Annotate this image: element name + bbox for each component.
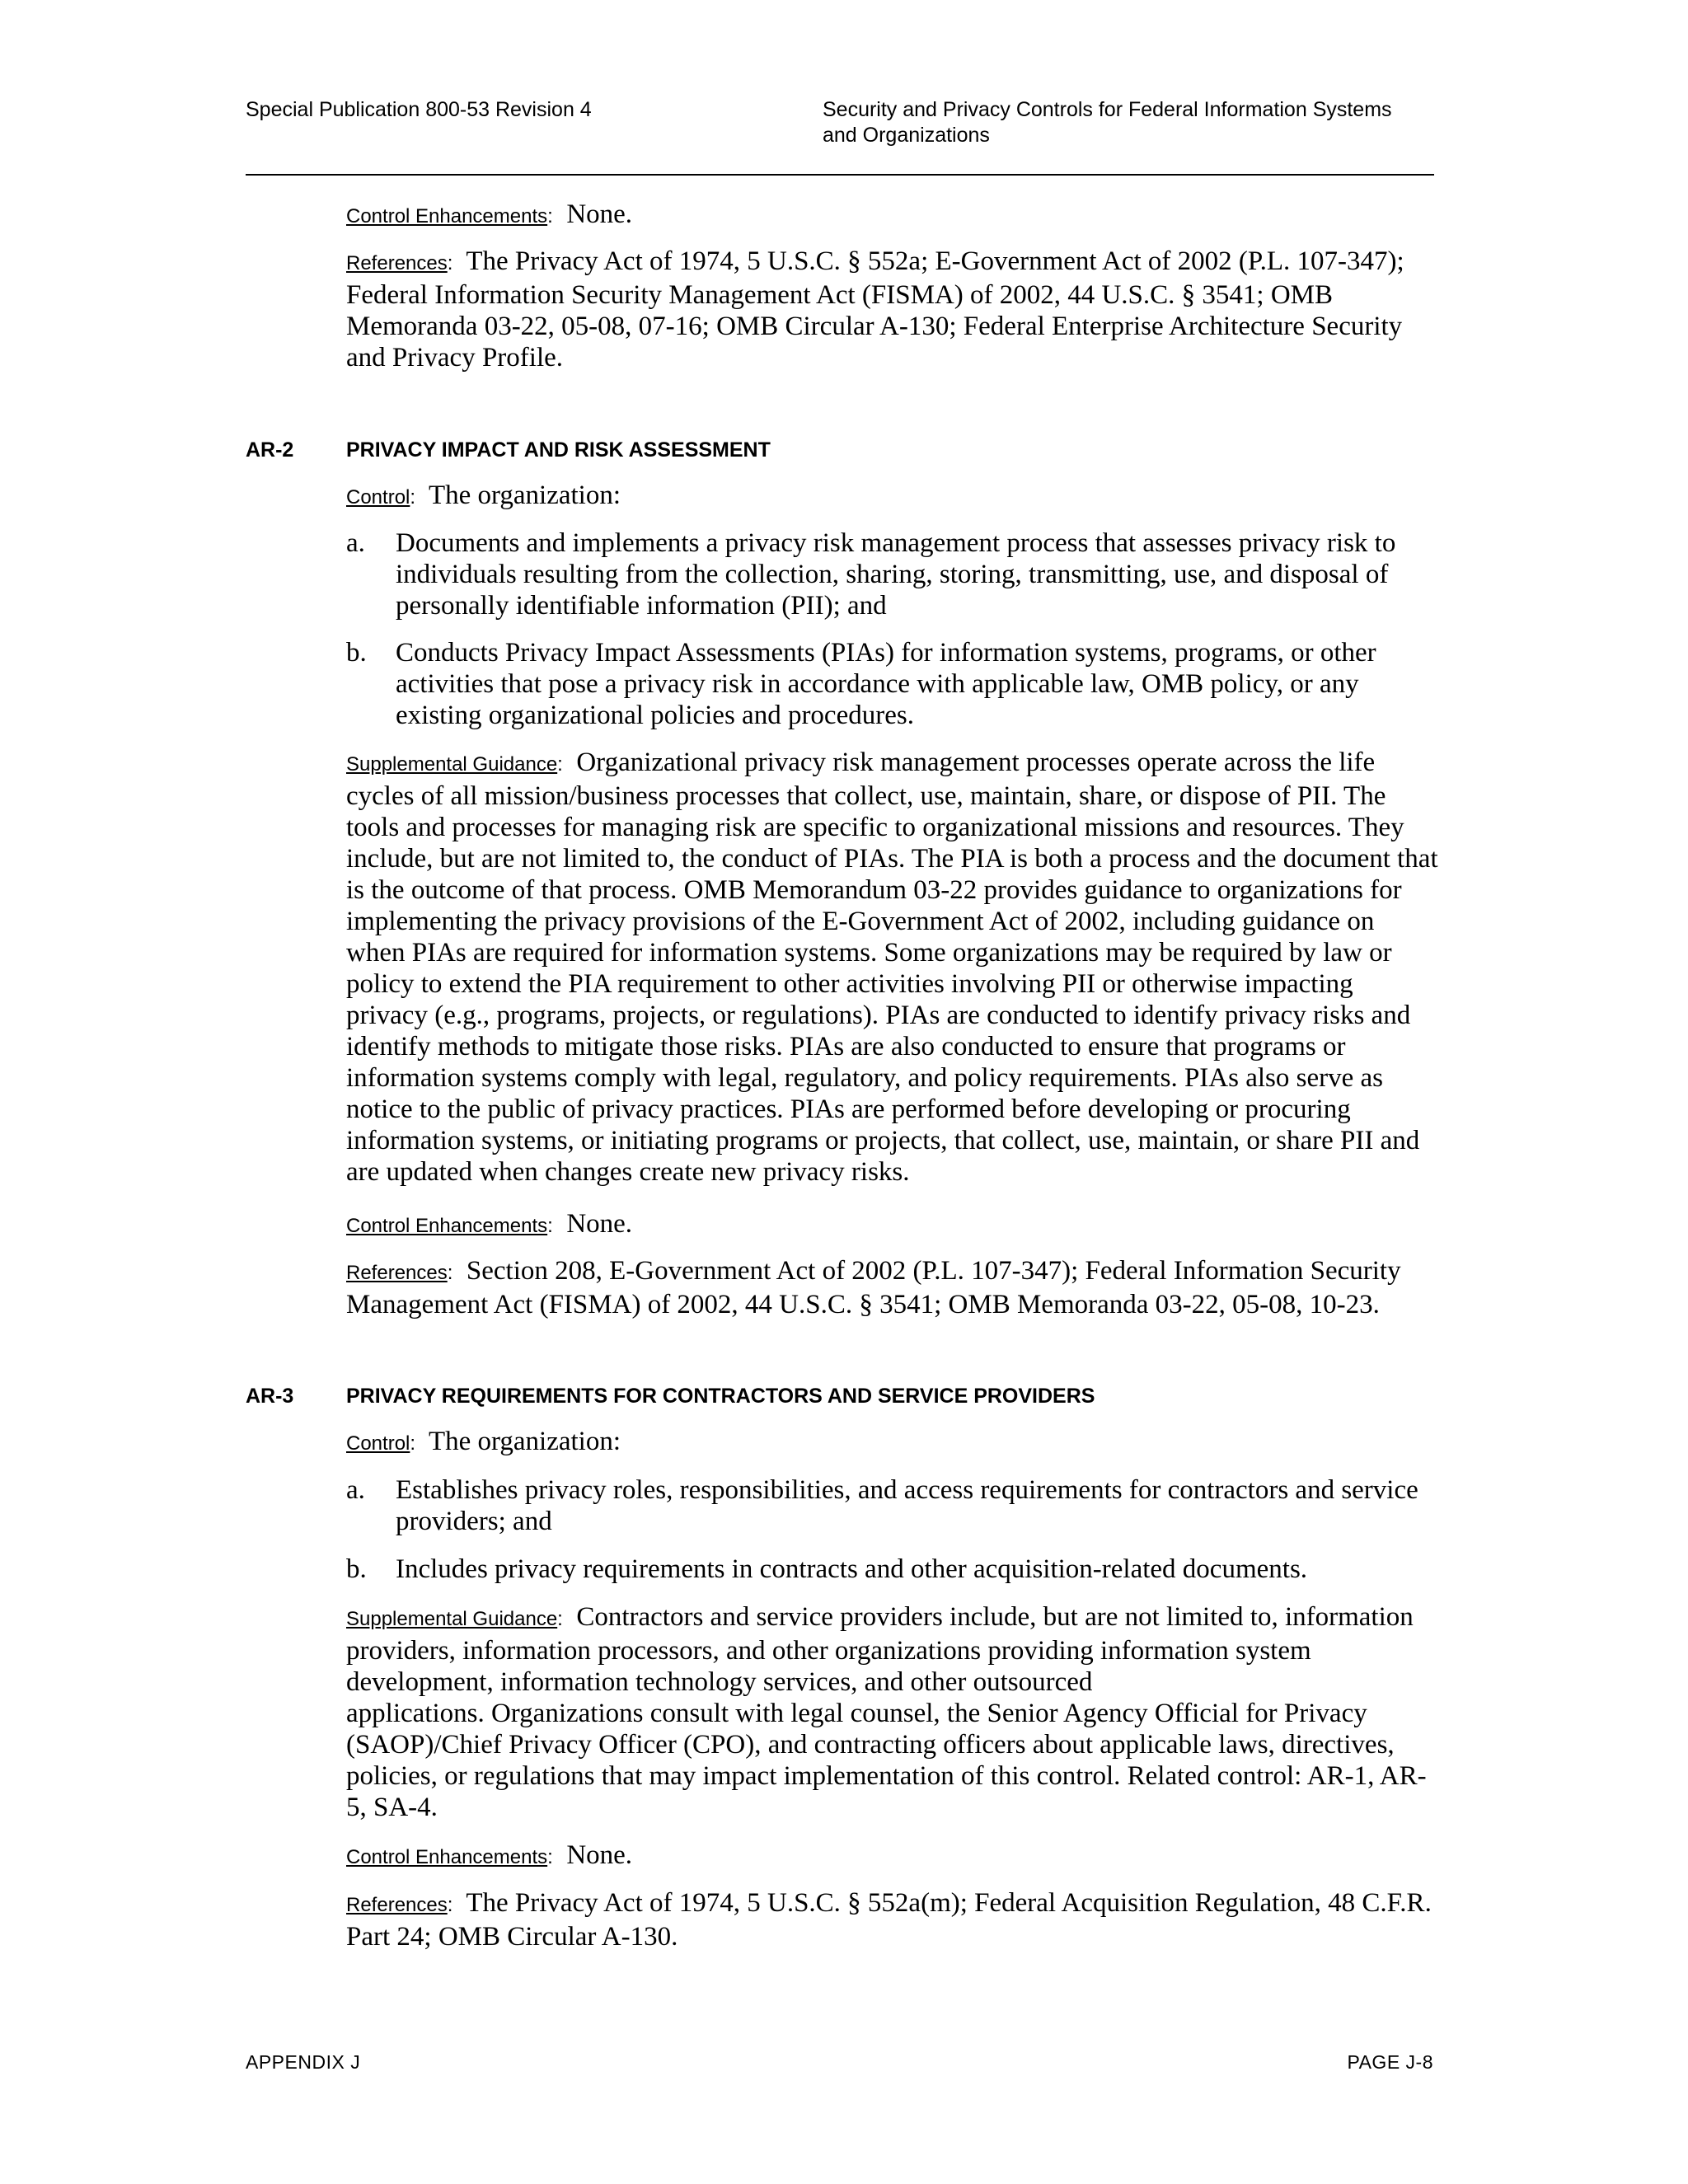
ar3-supplemental-guidance: Supplemental Guidance: Contractors and service providers include, but are not limited to, information providers, information processors, and other organizations providing information system development, information technology services, and other outsourced applications. Organizations consult with legal counsel, the Senior Agency Official for Privacy (SAOP)/Chief Privacy Officer (CPO), and contracting officers about applicable laws, directives, policies, or regulations that may impact implementation of this control. Related control: AR-1, AR-5, SA-4. [346,1602,1427,1822]
ar1-ref-label: References [346,252,448,274]
ar3-section-id: AR-3 [246,1385,294,1408]
ar3-control: Control: The organization: [346,1427,621,1456]
ar2-ref-text: Section 208, E-Government Act of 2002 (P.L. 107-347); Federal Information Security Management Act (FISMA) of 2002, 44 U.S.C. § 3541; OMB Memoranda 03-22, 05-08, 10-23. [346,1256,1401,1319]
footer-page-number: PAGE J-8 [1347,2051,1433,2073]
ar2-control: Control: The organization: [346,480,621,510]
ar1-references: References: The Privacy Act of 1974, 5 U.S.C. § 552a; E-Government Act of 2002 (P.L. 107-347); Federal Information Security Management Act (FISMA) of 2002, 44 U.S.C. § 3541; OMB Memoranda 03-22, 05-08, 07-16; OMB Circular A-130; Federal Enterprise Architecture Security and Privacy Profile. [346,246,1404,373]
ar3-ref-text: The Privacy Act of 1974, 5 U.S.C. § 552a(m); Federal Acquisition Regulation, 48 C.F.R. Part 24; OMB Circular A-130. [346,1888,1432,1952]
ar2-item-a-text: Documents and implements a privacy risk management process that assesses privacy risk to individuals resulting from the collection, sharing, storing, transmitting, use, and disposal of personally identifiable information (PII); and [396,528,1396,621]
ar2-guidance-label: Supplemental Guidance [346,753,558,776]
ar2-control-label: Control [346,486,410,509]
ar2-item-b-text: Conducts Privacy Impact Assessments (PIAs) for information systems, programs, or other activities that pose a privacy risk in accordance with applicable law, OMB policy, or any existing organizational policies and procedures. [396,638,1376,730]
footer-appendix: APPENDIX J [246,2051,361,2073]
ar1-control-enhancements: Control Enhancements: None. [346,199,633,229]
ar3-item-a-text: Establishes privacy roles, responsibilities, and access requirements for contractors and service providers; and [396,1475,1418,1536]
ar2-enh-label: Control Enhancements [346,1215,548,1237]
ar3-control-text: The organization: [428,1427,621,1456]
header-rule [246,174,1434,176]
running-header-right [823,97,1457,148]
ar2-enh-text: None. [566,1209,633,1239]
ar3-item-b [346,1554,1438,1585]
ar3-enh-text: None. [566,1840,633,1870]
ar2-item-a-marker: a. [346,528,365,558]
ar3-control-enhancements: Control Enhancements: None. [346,1840,633,1870]
ar2-item-a [346,527,1438,621]
ar2-control-text: The organization: [428,480,621,510]
ar2-references: References: Section 208, E-Government Act of 2002 (P.L. 107-347); Federal Information Security Management Act (FISMA) of 2002, 44 U.S.C. § 3541; OMB Memoranda 03-22, 05-08, 10-23. [346,1256,1401,1319]
ar3-section-title: PRIVACY REQUIREMENTS FOR CONTRACTORS AND SERVICE PROVIDERS [346,1385,1095,1408]
running-header-right-line2: and Organizations [823,124,990,147]
ar2-section-id: AR-2 [246,438,294,462]
running-header-left: Special Publication 800-53 Revision 4 [246,98,592,121]
ar2-supplemental-guidance: Supplemental Guidance: Organizational privacy risk management processes operate across the life cycles of all mission/business processes that collect, use, maintain, share, or dispose of PII. The tools and processes for managing risk are specific to organizational missions and resources. They include, but are not limited to, the conduct of PIAs. The PIA is both a process and the document that is the outcome of that process. OMB Memorandum 03-22 provides guidance to organizations for implementing the privacy provisions of the E-Government Act of 2002, including guidance on when PIAs are required for information systems. Some organizations may be required by law or policy to extend the PIA requirement to other activities involving PII or otherwise impacting privacy (e.g., programs, projects, or regulations). PIAs are conducted to identify privacy risks and identify methods to mitigate those risks. PIAs are also conducted to ensure that programs or information systems comply with legal, regulatory, and policy requirements. PIAs also serve as notice to the public of privacy practices. PIAs are performed before developing or procuring information systems, or initiating programs or projects, that collect, use, maintain, or share PII and are updated when changes create new privacy risks. [346,748,1438,1187]
ar2-item-b [346,637,1438,731]
ar3-item-b-marker: b. [346,1554,367,1584]
ar2-guidance-text: Organizational privacy risk management processes operate across the life cycles of all mission/business processes that collect, use, maintain, share, or dispose of PII. The tools and processes for managing risk are specific to organizational missions and resources. They include, but are not limited to, the conduct of PIAs. The PIA is both a process and the document that is the outcome of that process. OMB Memorandum 03-22 provides guidance to organizations for implementing the privacy provisions of the E-Government Act of 2002, including guidance on when PIAs are required for information systems. Some organizations may be required by law or policy to extend the PIA requirement to other activities involving PII or otherwise impacting privacy (e.g., programs, projects, or regulations). PIAs are conducted to identify privacy risks and identify methods to mitigate those risks. PIAs are also conducted to ensure that programs or information systems comply with legal, regulatory, and policy requirements. PIAs also serve as notice to the public of privacy practices. PIAs are performed before developing or procuring information systems, or initiating programs or projects, that collect, use, maintain, or share PII and are updated when changes create new privacy risks. [346,748,1438,1187]
ar2-control-enhancements: Control Enhancements: None. [346,1209,633,1239]
ar3-guidance-text-2: applications. Organizations consult with legal counsel, the Senior Agency Official for Privacy (SAOP)/Chief Privacy Officer (CPO), and contracting officers about applicable laws, directives, policies, or regulations that may impact implementation of this control. Related control: AR-1, AR-5, SA-4. [346,1699,1427,1822]
ar3-guidance-label: Supplemental Guidance [346,1608,558,1630]
ar3-guidance-text-1: Contractors and service providers include, but are not limited to, information providers, information processors, and other organizations providing information system development, information technology services, and other outsourced [346,1602,1414,1697]
ar1-ref-text: The Privacy Act of 1974, 5 U.S.C. § 552a; E-Government Act of 2002 (P.L. 107-347); Federal Information Security Management Act (FISMA) of 2002, 44 U.S.C. § 3541; OMB Memoranda 03-22, 05-08, 07-16; OMB Circular A-130; Federal Enterprise Architecture Security and Privacy Profile. [346,246,1404,373]
ar3-ref-label: References [346,1894,448,1916]
ar1-enh-text: None. [566,199,633,229]
ar1-enh-label: Control Enhancements [346,205,548,227]
running-header-right-line1: Security and Privacy Controls for Federal Information Systems [823,98,1392,121]
ar2-item-b-marker: b. [346,638,367,668]
ar3-enh-label: Control Enhancements [346,1846,548,1868]
ar3-item-b-text: Includes privacy requirements in contracts and other acquisition-related documents. [396,1554,1308,1584]
ar3-control-label: Control [346,1432,410,1455]
ar2-section-title: PRIVACY IMPACT AND RISK ASSESSMENT [346,438,771,462]
ar2-ref-label: References [346,1262,448,1284]
ar3-item-a-marker: a. [346,1475,365,1505]
ar3-item-a [346,1474,1438,1537]
ar3-references: References: The Privacy Act of 1974, 5 U.S.C. § 552a(m); Federal Acquisition Regulation, 48 C.F.R. Part 24; OMB Circular A-130. [346,1888,1432,1952]
